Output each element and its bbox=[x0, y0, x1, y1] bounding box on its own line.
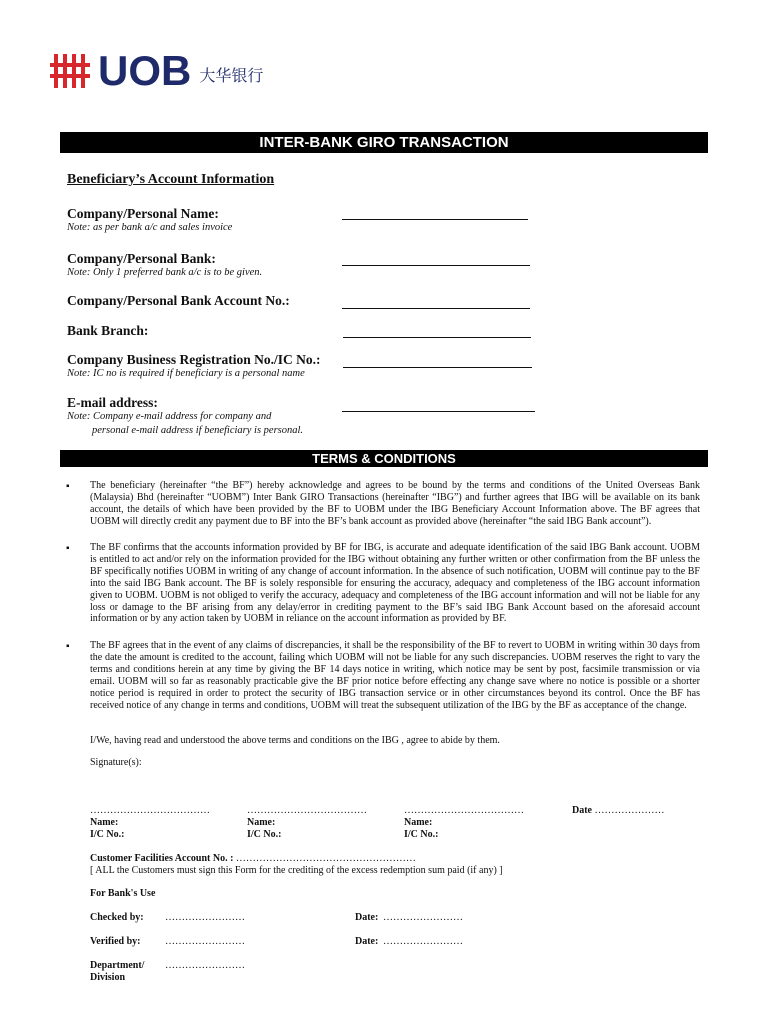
signatory-3-name-label: Name: bbox=[404, 817, 433, 828]
company-name-note: Note: as per bank a/c and sales invoice bbox=[67, 222, 233, 233]
facilities-account-label: Customer Facilities Account No. : bbox=[90, 853, 234, 864]
company-name-label: Company/Personal Name: bbox=[67, 206, 219, 221]
verified-by-field[interactable]: …………………… bbox=[165, 936, 245, 947]
bank-branch-label: Bank Branch: bbox=[67, 323, 149, 338]
email-field[interactable] bbox=[342, 397, 535, 412]
company-name-field[interactable] bbox=[342, 205, 528, 220]
signatory-1-name-label: Name: bbox=[90, 817, 119, 828]
verified-by-label: Verified by: bbox=[90, 936, 141, 947]
registration-no-label: Company Business Registration No./IC No.: bbox=[67, 352, 321, 367]
email-label: E-mail address: bbox=[67, 395, 158, 410]
bank-account-no-label: Company/Personal Bank Account No.: bbox=[67, 293, 290, 308]
bank-branch-field[interactable] bbox=[343, 323, 531, 338]
bullet-icon: ▪ bbox=[66, 641, 70, 652]
facilities-instruction: [ ALL the Customers must sign this Form for the crediting of the excess redemption sum paid (if any) ] bbox=[90, 865, 503, 876]
bank-account-no-field[interactable] bbox=[342, 294, 530, 309]
verified-date-label: Date: bbox=[355, 936, 379, 947]
signature-line-2[interactable]: ……………………………… bbox=[247, 805, 367, 816]
bullet-icon: ▪ bbox=[66, 481, 70, 492]
signature-date bbox=[572, 805, 665, 816]
terms-paragraph-1: The beneficiary (hereinafter “the BF”) hereby acknowledge and agrees to be bound by the terms and conditions of the United Overseas Bank (Malaysia) Bhd (hereinafter “UOBM”) Inter Bank GIRO Transactions (hereinafter “IBG”) and further agrees that IBG will be available on its bank account, the details of which have been provided by the BF to UOBM under the IBG Beneficiary Account Information above. The BF agrees that UOBM will directly credit any payment due to BF into the BF’s bank account as provided above (hereinafter “the said IBG Bank account”). bbox=[90, 480, 700, 527]
bullet-icon: ▪ bbox=[66, 543, 70, 554]
company-bank-label: Company/Personal Bank: bbox=[67, 251, 216, 266]
department-field[interactable]: …………………… bbox=[165, 960, 245, 971]
checked-date-label: Date: bbox=[355, 912, 379, 923]
acknowledgement-text: I/We, having read and understood the above terms and conditions on the IBG , agree to abide by them. bbox=[90, 735, 500, 746]
form-title-banner: INTER-BANK GIRO TRANSACTION bbox=[60, 132, 708, 153]
email-note-line1: Note: Company e-mail address for company and bbox=[67, 411, 272, 422]
company-bank-field[interactable] bbox=[342, 251, 530, 266]
checked-by-label: Checked by: bbox=[90, 912, 144, 923]
signature-date-field[interactable]: ………………… bbox=[594, 805, 665, 816]
terms-paragraph-2: The BF confirms that the accounts information provided by BF for IBG, is accurate and adequate identification of the said IBG Bank account. UOBM is entitled to act and/or rely on the information provided for the IBG without obtaining any further written or other confirmation from the BF unless the BF specifically notifies UOBM in writing of any change of account information. In the absence of such notification, UOBM will continue pay to the BF into the said IBG Bank account. The BF is solely responsible for ensuring the accuracy, adequacy and completeness of the IBG account information given to UOBM. UOBM is not obliged to verify the accuracy, adequacy and completeness of the IBG account information and will not be liable for any loss or damage to the BF arising from any delay/error in crediting payment to the BF’s said IBG Bank Account based on the aforesaid account information or by any action taken by UOBM in reliance on the account information as provided by BF. bbox=[90, 542, 700, 625]
terms-banner: TERMS & CONDITIONS bbox=[60, 450, 708, 467]
facilities-account bbox=[90, 853, 416, 864]
email-note-line2: personal e-mail address if beneficiary is personal. bbox=[92, 425, 304, 436]
verified-date-field[interactable]: …………………… bbox=[383, 936, 463, 947]
facilities-account-field[interactable]: ……………………………………………… bbox=[235, 853, 416, 864]
registration-no-note: Note: IC no is required if beneficiary is a personal name bbox=[67, 368, 305, 379]
division-label: Division bbox=[90, 972, 126, 983]
signatory-2-name-label: Name: bbox=[247, 817, 276, 828]
signature-line-3[interactable]: ……………………………… bbox=[404, 805, 524, 816]
signatory-2-ic-label: I/C No.: bbox=[247, 829, 282, 840]
signatory-1-ic-label: I/C No.: bbox=[90, 829, 125, 840]
uob-logo-mark-icon bbox=[50, 52, 92, 90]
registration-no-field[interactable] bbox=[343, 353, 532, 368]
company-bank-note: Note: Only 1 preferred bank a/c is to be given. bbox=[67, 267, 263, 278]
beneficiary-section-heading: Beneficiary’s Account Information bbox=[67, 172, 275, 187]
terms-paragraph-3: The BF agrees that in the event of any claims of discrepancies, it shall be the responsibility of the BF to revert to UOBM in writing within 30 days from the date the amount is credited to the account, failing which UOBM will not be liable for any such discrepancies. UOBM reserves the right to vary the terms and conditions herein at any time by giving the BF 14 days notice in writing, which notice may be sent by post, facsimile transmission or via email. UOBM will so far as reasonably practicable give the BF prior notice before effecting any change save where no notice is possible or a shorter notice period is required in order to protect the security of IBG transaction service or in other circumstances beyond its control. Once the BF has received notice of any change in terms and conditions, UOBM will treat the subsequent utilization of the IBG by the BF as acceptance of the change. bbox=[90, 640, 700, 711]
signatures-label: Signature(s): bbox=[90, 757, 142, 768]
signature-date-label: Date bbox=[572, 805, 592, 816]
logo-brand-text: UOB bbox=[98, 47, 192, 94]
department-label: Department/ bbox=[90, 960, 145, 971]
logo-chinese-text: 大华银行 bbox=[199, 65, 264, 85]
bank-use-heading: For Bank's Use bbox=[90, 888, 156, 899]
checked-by-field[interactable]: …………………… bbox=[165, 912, 245, 923]
signatory-3-ic-label: I/C No.: bbox=[404, 829, 439, 840]
signature-line-1[interactable]: ……………………………… bbox=[90, 805, 210, 816]
uob-logo bbox=[50, 47, 264, 94]
checked-date-field[interactable]: …………………… bbox=[383, 912, 463, 923]
